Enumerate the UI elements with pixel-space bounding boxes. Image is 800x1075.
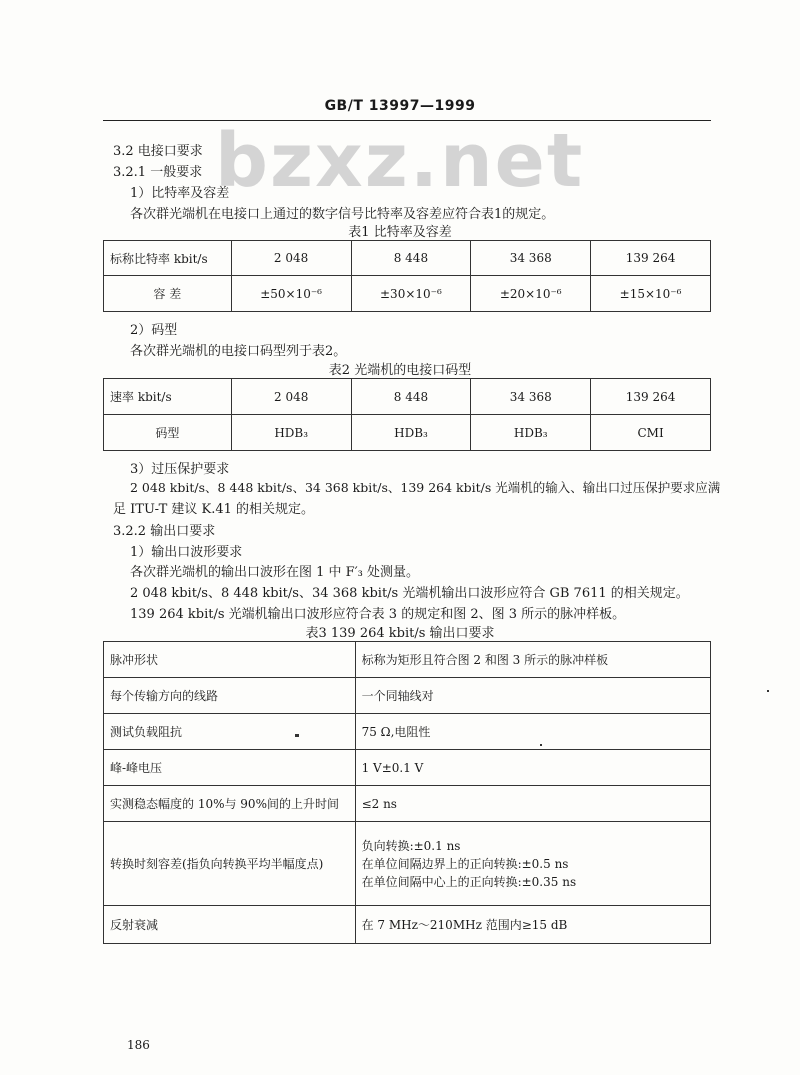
table-3	[103, 641, 711, 944]
page-header: GB/T 13997—1999	[324, 98, 476, 114]
table-row	[104, 750, 711, 786]
table-2-row-label: 码型	[104, 415, 232, 451]
table-3-value: 1 V±0.1 V	[355, 750, 710, 786]
table-3-value: 在 7 MHz～210MHz 范围内≥15 dB	[355, 906, 710, 944]
table-1-cell: ±15×10⁻⁶	[591, 276, 711, 312]
table-2-caption: 表2 光端机的电接口码型	[328, 363, 472, 378]
section-3-2-heading: 3.2 电接口要求	[113, 144, 203, 159]
scan-speck	[540, 744, 542, 746]
table-3-key: 实测稳态幅度的 10%与 90%间的上升时间	[104, 786, 356, 822]
page-number: 186	[127, 1038, 150, 1052]
table-2-row-label: 速率 kbit/s	[104, 379, 232, 415]
table-2-cell: 139 264	[591, 379, 711, 415]
table-2	[103, 378, 711, 451]
table-1-row-rates	[104, 241, 711, 276]
table-3-value: 标称为矩形且符合图 2 和图 3 所示的脉冲样板	[355, 642, 710, 678]
table-1-caption: 表1 比特率及容差	[348, 225, 452, 240]
table-1-cell: ±30×10⁻⁶	[351, 276, 471, 312]
table-3-caption: 表3 139 264 kbit/s 输出口要求	[305, 626, 495, 641]
table-2-cell: HDB₃	[471, 415, 591, 451]
table-1	[103, 240, 711, 312]
scan-speck	[767, 690, 769, 692]
item-2-text: 各次群光端机的电接口码型列于表2。	[130, 344, 347, 359]
output-1-title: 1）输出口波形要求	[130, 545, 243, 560]
table-row	[104, 822, 711, 906]
table-2-cell: 34 368	[471, 379, 591, 415]
table-2-cell: 8 448	[351, 379, 471, 415]
table-row	[104, 642, 711, 678]
transition-line: 在单位间隔边界上的正向转换:±0.5 ns	[361, 856, 569, 871]
table-3-value	[355, 822, 710, 906]
table-2-cell: HDB₃	[231, 415, 351, 451]
table-1-row-label: 标称比特率 kbit/s	[104, 241, 232, 276]
output-1-line-3: 139 264 kbit/s 光端机输出口波形应符合表 3 的规定和图 2、图 3 所示的脉冲样板。	[130, 607, 626, 622]
table-2-cell: HDB₃	[351, 415, 471, 451]
table-3-value: 75 Ω,电阻性	[355, 714, 710, 750]
item-3-title: 3）过压保护要求	[130, 462, 230, 477]
table-3-value: ≤2 ns	[355, 786, 710, 822]
watermark: bzxz.net	[215, 118, 585, 204]
table-1-cell: 139 264	[591, 241, 711, 276]
transition-line: 在单位间隔中心上的正向转换:±0.35 ns	[361, 874, 577, 889]
table-1-row-tolerance	[104, 276, 711, 312]
table-2-row-codes	[104, 415, 711, 451]
table-row	[104, 906, 711, 944]
section-3-2-2-heading: 3.2.2 输出口要求	[113, 524, 216, 539]
table-1-cell: ±50×10⁻⁶	[231, 276, 351, 312]
section-3-2-1-heading: 3.2.1 一般要求	[113, 165, 203, 180]
table-1-row-label: 容 差	[104, 276, 232, 312]
table-1-cell: 34 368	[471, 241, 591, 276]
transition-line: 负向转换:±0.1 ns	[361, 838, 461, 853]
table-3-key: 每个传输方向的线路	[104, 678, 356, 714]
table-1-cell: 8 448	[351, 241, 471, 276]
table-2-row-rates	[104, 379, 711, 415]
item-3-text-line-1: 2 048 kbit/s、8 448 kbit/s、34 368 kbit/s、139 264 kbit/s 光端机的输入、输出口过压保护要求应满	[130, 480, 721, 495]
table-1-cell: 2 048	[231, 241, 351, 276]
table-2-cell: 2 048	[231, 379, 351, 415]
scan-speck	[295, 734, 299, 737]
table-row	[104, 678, 711, 714]
output-1-line-2: 2 048 kbit/s、8 448 kbit/s、34 368 kbit/s 光端机输出口波形应符合 GB 7611 的相关规定。	[130, 586, 689, 601]
table-1-cell: ±20×10⁻⁶	[471, 276, 591, 312]
table-3-value: 一个同轴线对	[355, 678, 710, 714]
table-3-key: 转换时刻容差(指负向转换平均半幅度点)	[104, 822, 356, 906]
output-1-line-1: 各次群光端机的输出口波形在图 1 中 F′₃ 处测量。	[130, 565, 419, 580]
table-3-key: 峰-峰电压	[104, 750, 356, 786]
table-3-key: 脉冲形状	[104, 642, 356, 678]
item-3-text-line-2: 足 ITU-T 建议 K.41 的相关规定。	[113, 502, 315, 517]
table-2-cell: CMI	[591, 415, 711, 451]
item-1-text: 各次群光端机在电接口上通过的数字信号比特率及容差应符合表1的规定。	[130, 207, 555, 222]
table-3-key: 反射衰减	[104, 906, 356, 944]
item-1-title: 1）比特率及容差	[130, 186, 230, 201]
table-row	[104, 714, 711, 750]
table-row	[104, 786, 711, 822]
item-2-title: 2）码型	[130, 323, 178, 338]
table-3-key: 测试负载阻抗	[104, 714, 356, 750]
